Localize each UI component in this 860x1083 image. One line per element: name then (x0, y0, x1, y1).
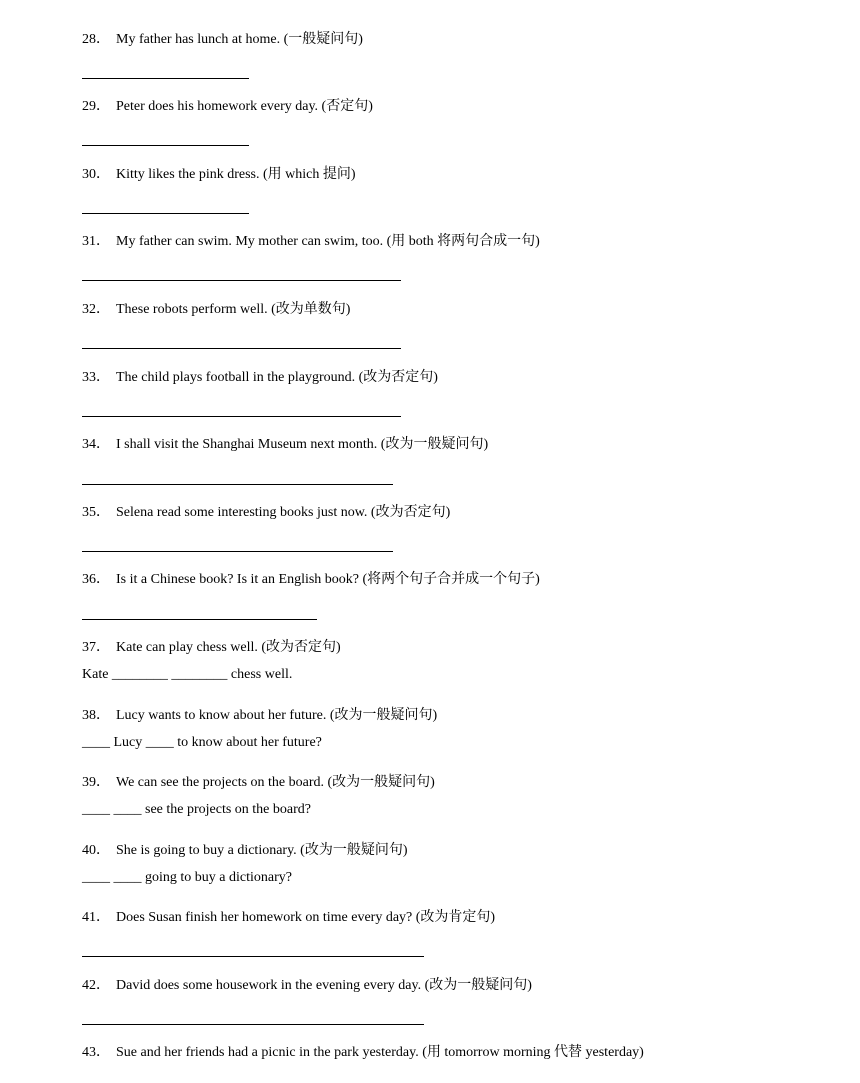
question-text: My father has lunch at home. (一般疑问句) (116, 32, 363, 47)
question-35 (82, 504, 450, 522)
question-number: 40． (82, 843, 110, 858)
answer-line-31[interactable] (82, 280, 401, 281)
answer-line-33[interactable] (82, 416, 401, 417)
question-36 (82, 571, 540, 589)
question-29 (82, 98, 373, 116)
question-number: 33． (82, 370, 110, 385)
question-text: Selena read some interesting books just now. (改为否定句) (116, 505, 451, 520)
answer-line-34[interactable] (82, 484, 393, 485)
question-number: 29． (82, 99, 110, 114)
fill-in-answer-38[interactable]: ____ Lucy ____ to know about her future? (82, 735, 322, 750)
question-text: My father can swim. My mother can swim, too. (用 both 将两句合成一句) (116, 234, 540, 249)
question-38 (82, 707, 437, 725)
question-text: These robots perform well. (改为单数句) (116, 302, 351, 317)
fill-in-answer-37[interactable]: Kate ________ ________ chess well. (82, 667, 293, 682)
question-text: We can see the projects on the board. (改为一般疑问句) (116, 775, 435, 790)
question-number: 37． (82, 640, 110, 655)
question-text: Sue and her friends had a picnic in the park yesterday. (用 tomorrow morning 代替 yesterday) (116, 1045, 644, 1060)
answer-line-36[interactable] (82, 619, 317, 620)
answer-line-42[interactable] (82, 1024, 424, 1025)
answer-line-35[interactable] (82, 551, 393, 552)
question-number: 39． (82, 775, 110, 790)
question-39 (82, 774, 435, 792)
question-text: Kate can play chess well. (改为否定句) (116, 640, 341, 655)
question-42 (82, 977, 532, 995)
answer-line-30[interactable] (82, 213, 249, 214)
answer-line-29[interactable] (82, 145, 249, 146)
question-text: David does some housework in the evening every day. (改为一般疑问句) (116, 978, 532, 993)
question-43 (82, 1044, 644, 1062)
answer-line-28[interactable] (82, 78, 249, 79)
question-text: I shall visit the Shanghai Museum next month. (改为一般疑问句) (116, 437, 489, 452)
question-number: 42． (82, 978, 110, 993)
question-37 (82, 639, 341, 657)
question-30 (82, 166, 356, 184)
question-41 (82, 909, 495, 927)
question-number: 36． (82, 572, 110, 587)
question-number: 32． (82, 302, 110, 317)
answer-line-41[interactable] (82, 956, 424, 957)
question-text: Peter does his homework every day. (否定句) (116, 99, 373, 114)
question-28 (82, 31, 363, 49)
question-text: Lucy wants to know about her future. (改为一般疑问句) (116, 708, 438, 723)
question-number: 35． (82, 505, 110, 520)
question-text: Is it a Chinese book? Is it an English book? (将两个句子合并成一个句子) (116, 572, 540, 587)
question-33 (82, 369, 438, 387)
question-31 (82, 233, 540, 251)
question-text: Does Susan finish her homework on time every day? (改为肯定句) (116, 910, 496, 925)
question-number: 41． (82, 910, 110, 925)
fill-in-answer-39[interactable]: ____ ____ see the projects on the board? (82, 802, 311, 817)
fill-in-answer-40[interactable]: ____ ____ going to buy a dictionary? (82, 870, 292, 885)
question-34 (82, 436, 488, 454)
question-text: She is going to buy a dictionary. (改为一般疑问句) (116, 843, 408, 858)
question-number: 34． (82, 437, 110, 452)
question-number: 31． (82, 234, 110, 249)
question-40 (82, 842, 408, 860)
question-number: 38． (82, 708, 110, 723)
question-number: 43． (82, 1045, 110, 1060)
question-text: The child plays football in the playground. (改为否定句) (116, 370, 438, 385)
answer-line-32[interactable] (82, 348, 401, 349)
question-32 (82, 301, 350, 319)
question-number: 30． (82, 167, 110, 182)
question-number: 28． (82, 32, 110, 47)
question-text: Kitty likes the pink dress. (用 which 提问) (116, 167, 356, 182)
